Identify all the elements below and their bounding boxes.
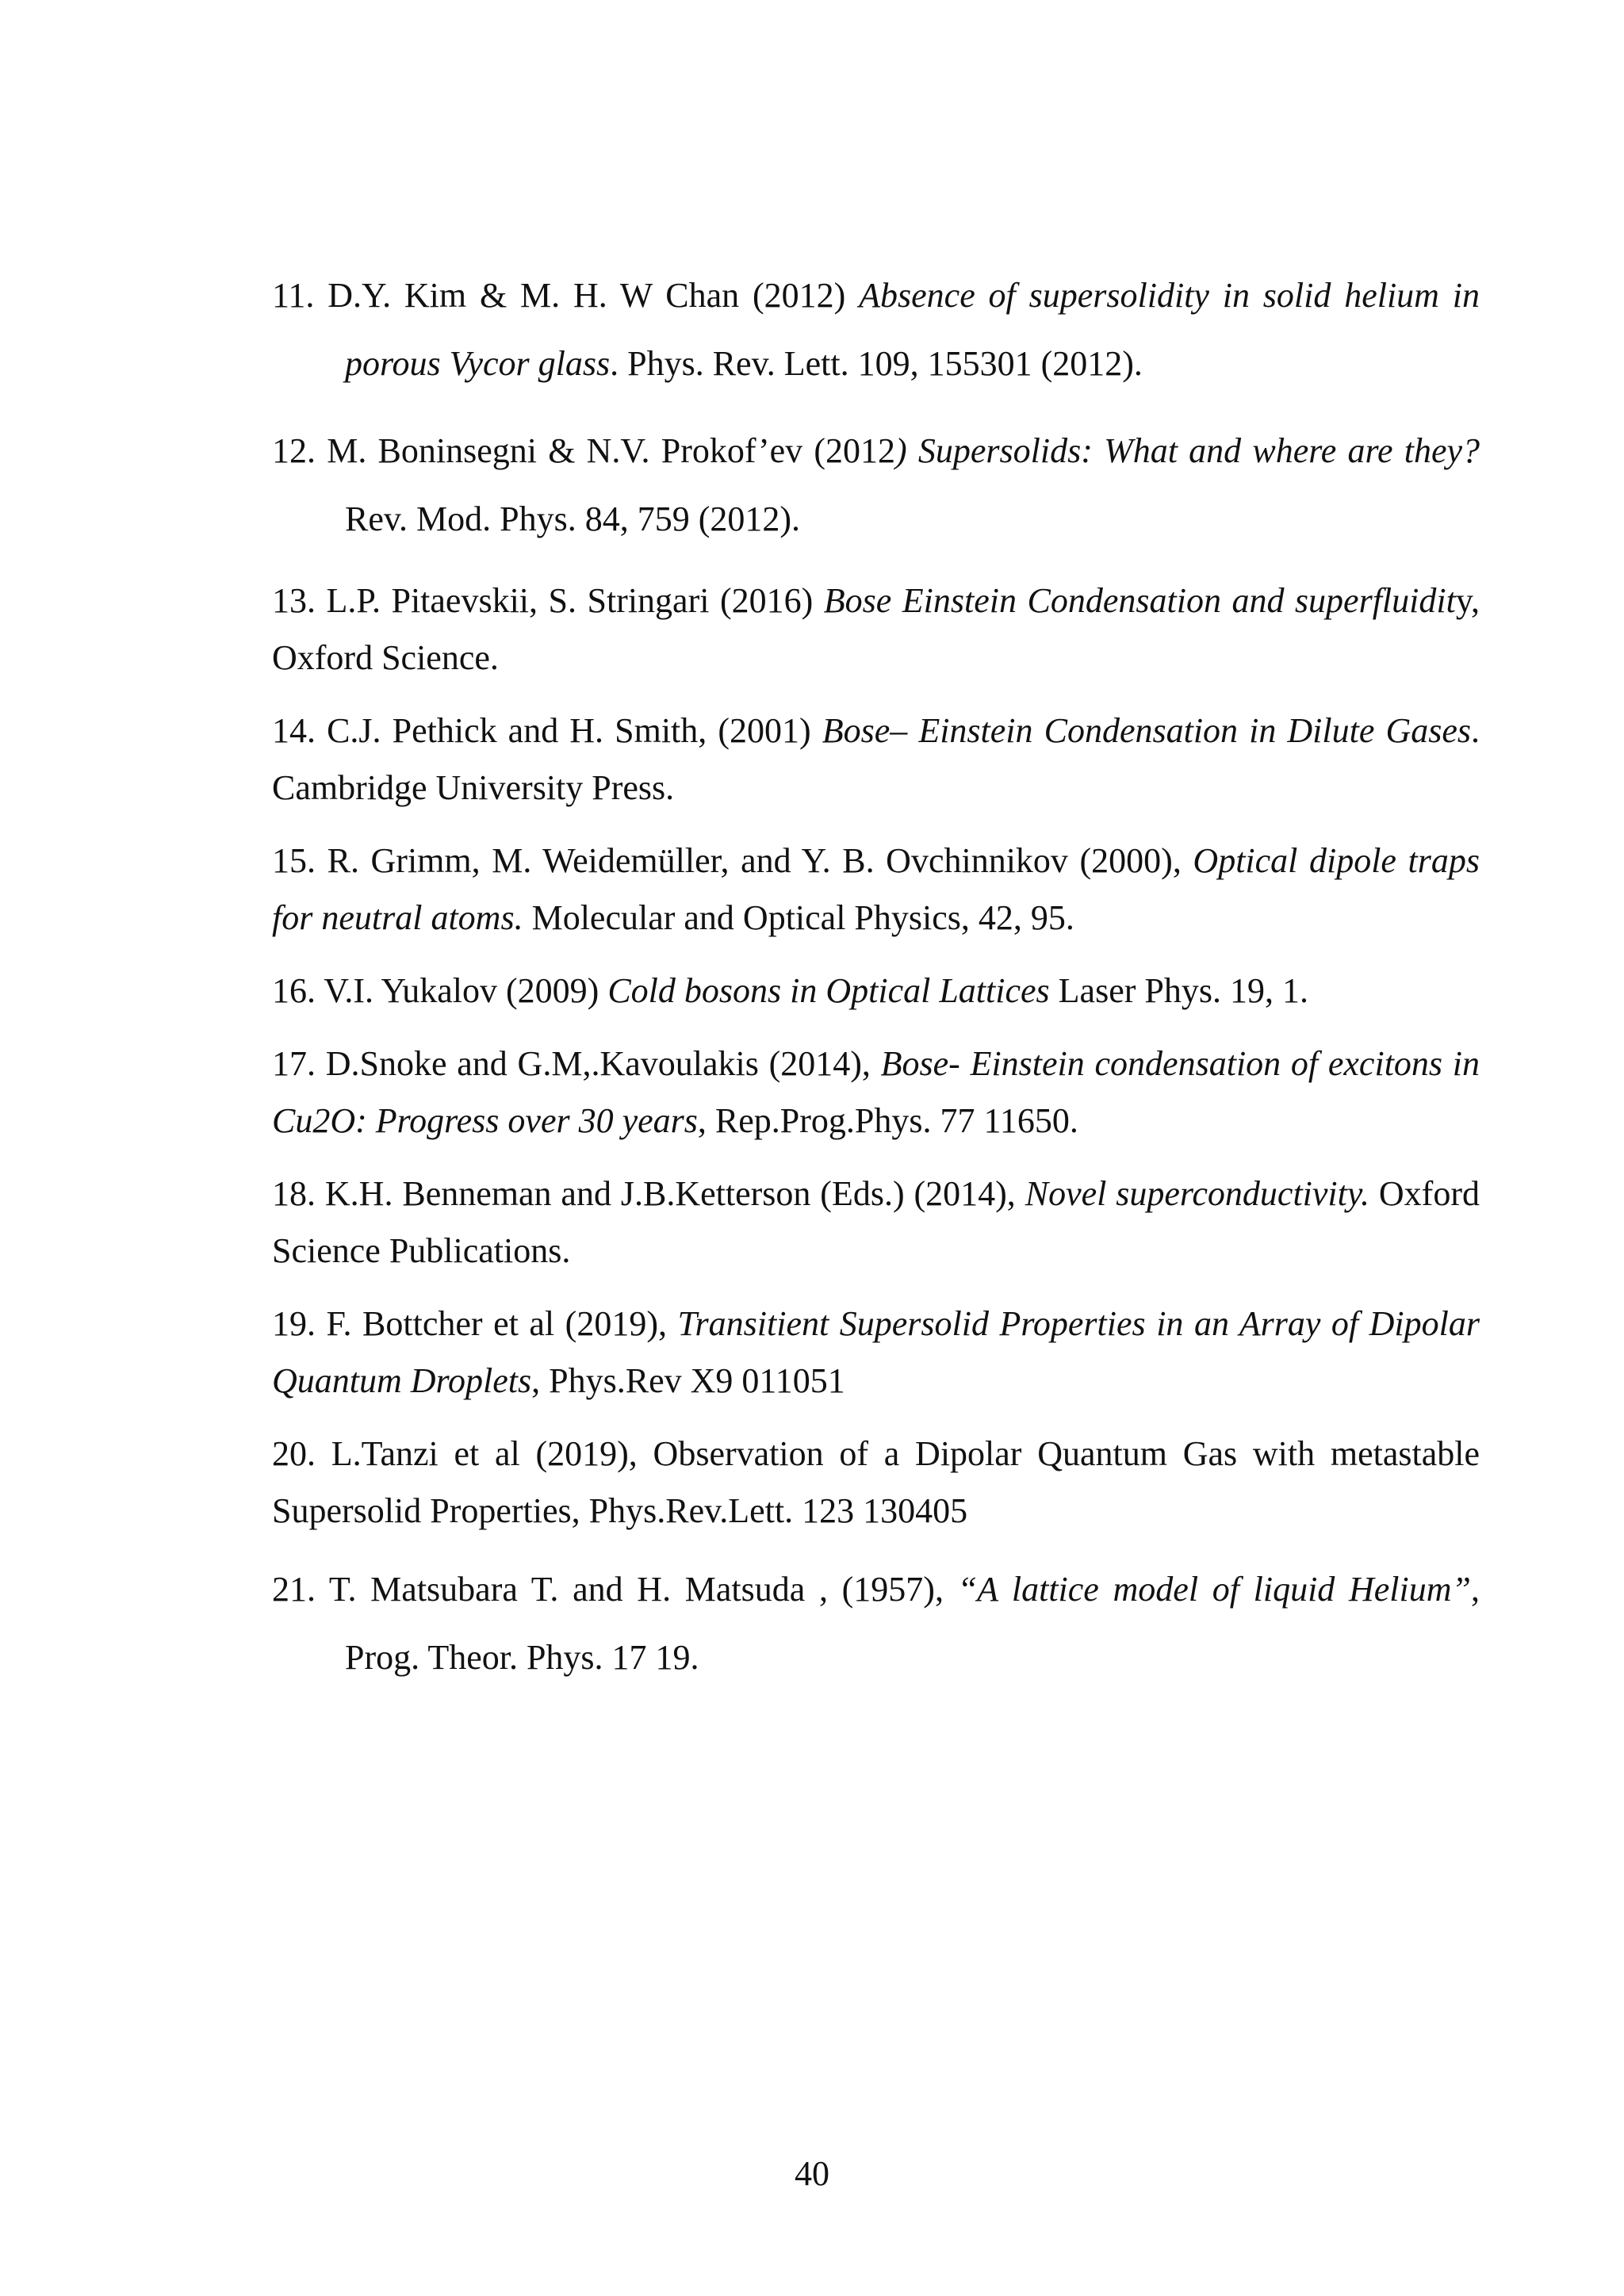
- reference-source: Laser Phys. 19, 1.: [1049, 971, 1308, 1010]
- reference-number: 16.: [272, 971, 316, 1010]
- reference-number: 18.: [272, 1174, 316, 1213]
- reference-source: , Prog. Theor. Phys. 17 19.: [345, 1570, 1480, 1677]
- reference-number: 11.: [272, 276, 315, 315]
- reference-source: . Cambridge University Press.: [272, 711, 1480, 807]
- reference-source: Oxford Science Publications.: [272, 1174, 1480, 1270]
- reference-authors: L.P. Pitaevskii, S. Stringari (2016): [326, 581, 814, 620]
- page-number: 40: [795, 2154, 829, 2193]
- reference-source: Rev. Mod. Phys. 84, 759 (2012).: [345, 499, 801, 538]
- reference-number: 13.: [272, 581, 316, 620]
- reference-item-17: [272, 1035, 1480, 1150]
- reference-item-16: [272, 962, 1480, 1020]
- reference-item-11: [272, 262, 1480, 398]
- reference-title: Cold bosons in Optical Lattices: [607, 971, 1050, 1010]
- reference-authors: K.H. Benneman and J.B.Ketterson (Eds.) (2014),: [324, 1174, 1016, 1213]
- reference-number: 21.: [272, 1570, 316, 1609]
- reference-item-18: [272, 1165, 1480, 1280]
- reference-authors: D.Snoke and G.M,.Kavoulakis (2014),: [325, 1044, 871, 1083]
- reference-item-21: [272, 1556, 1480, 1692]
- reference-authors: V.I. Yukalov (2009): [324, 971, 599, 1010]
- reference-number: 15.: [272, 841, 316, 880]
- reference-authors: R. Grimm, M. Weidemüller, and Y. B. Ovchinnikov (2000),: [327, 841, 1182, 880]
- reference-item-13: [272, 572, 1480, 687]
- reference-title: Bose- Einstein condensation of excitons in Cu2O: Progress over 30 years: [272, 1044, 1480, 1140]
- reference-item-20: [272, 1425, 1480, 1540]
- reference-title: Transitient Supersolid Properties in an Array of Dipolar Quantum Droplets: [272, 1304, 1480, 1400]
- reference-authors: T. Matsubara T. and H. Matsuda , (1957),: [328, 1570, 944, 1609]
- reference-source: , Phys.Rev X9 011051: [531, 1361, 845, 1400]
- reference-source: y, Oxford Science.: [272, 581, 1480, 677]
- reference-authors: F. Bottcher et al (2019),: [326, 1304, 667, 1343]
- reference-item-14: [272, 702, 1480, 817]
- reference-title: Absence of supersolidity in solid helium in porous Vycor glass: [345, 276, 1480, 383]
- reference-source: Molecular and Optical Physics, 42, 95.: [523, 898, 1074, 937]
- reference-item-19: [272, 1295, 1480, 1410]
- reference-title: Novel superconductivity.: [1025, 1174, 1369, 1213]
- reference-title: Bose– Einstein Condensation in Dilute Gases: [822, 711, 1472, 750]
- reference-authors: L.Tanzi et al (2019), Observation of a Dipolar Quantum Gas with metastable Supersolid Properties, Phys.Rev.Lett. 123 130405: [272, 1434, 1480, 1530]
- reference-source: , Rep.Prog.Phys. 77 11650.: [697, 1101, 1078, 1140]
- reference-number: 20.: [272, 1434, 316, 1473]
- reference-title: “A lattice model of liquid Helium”: [957, 1570, 1471, 1609]
- reference-authors: D.Y. Kim & M. H. W Chan (2012): [327, 276, 846, 315]
- reference-authors: C.J. Pethick and H. Smith, (2001): [327, 711, 811, 750]
- reference-item-15: [272, 832, 1480, 947]
- reference-number: 17.: [272, 1044, 316, 1083]
- reference-title: ) Supersolids: What and where are they?: [895, 431, 1480, 470]
- reference-title: Bose Einstein Condensation and superfluidit: [823, 581, 1456, 620]
- reference-list: [272, 262, 1480, 1711]
- reference-number: 19.: [272, 1304, 316, 1343]
- reference-number: 12.: [272, 431, 316, 470]
- reference-item-12: [272, 417, 1480, 553]
- reference-number: 14.: [272, 711, 316, 750]
- reference-title: Optical dipole traps for neutral atoms.: [272, 841, 1480, 937]
- reference-authors: M. Boninsegni & N.V. Prokof’ev (2012: [327, 431, 895, 470]
- reference-source: . Phys. Rev. Lett. 109, 155301 (2012).: [610, 344, 1143, 383]
